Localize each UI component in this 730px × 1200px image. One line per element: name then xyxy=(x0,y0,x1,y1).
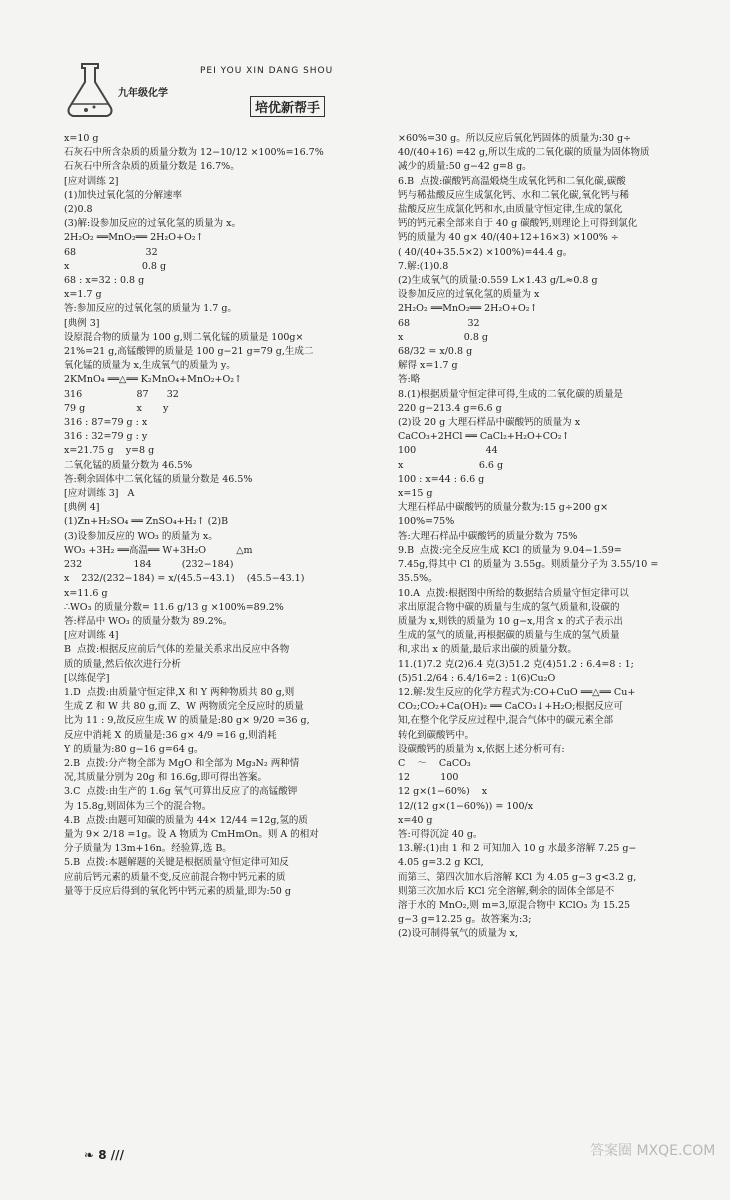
right-line: 9.B 点拨:完全反应生成 KCl 的质量为 9.04−1.59= xyxy=(398,544,622,556)
left-line: 答:参加反应的过氧化氢的质量为 1.7 g。 xyxy=(64,303,237,315)
right-line: 220 g−213.4 g=6.6 g xyxy=(398,402,502,414)
right-line: 6.B 点拨:碳酸钙高温煅烧生成氧化钙和二氧化碳,碳酸 xyxy=(398,175,626,187)
left-line: (3)解:设参加反应的过氧化氢的质量为 x。 xyxy=(64,218,242,230)
left-line: x=1.7 g xyxy=(64,289,102,301)
left-line: 3.C 点拨:由生产的 1.6g 氧气可算出反应了的高锰酸钾 xyxy=(64,786,298,798)
left-line: 设原混合物的质量为 100 g,则二氧化锰的质量是 100g× xyxy=(64,331,304,343)
left-line: [应对训练 3] A xyxy=(64,488,135,500)
right-line: 8.(1)根据质量守恒定律可得,生成的二氧化碳的质量是 xyxy=(398,388,624,400)
right-line: (2)设 20 g 大理石样品中碳酸钙的质量为 x xyxy=(398,417,581,429)
left-line: 答:样品中 WO₃ 的质量分数为 89.2%。 xyxy=(64,615,233,627)
left-line: B 点拨:根据反应前后气体的差量关系求出反应中各物 xyxy=(64,644,290,656)
left-line: 2H₂O₂ ══MnO₂══ 2H₂O+O₂↑ xyxy=(64,232,204,244)
right-line: 11.(1)7.2 克(2)6.4 克(3)51.2 克(4)51.2 : 6.4=8 : 1; xyxy=(398,658,634,670)
right-line: ×60%=30 g。所以反应后氧化钙固体的质量为:30 g÷ xyxy=(398,133,632,144)
left-line: (2)0.8 xyxy=(64,204,93,216)
right-line: 100 : x=44 : 6.6 g xyxy=(398,473,485,485)
right-line: 生成的氢气的质量,再根据碳的质量与生成的氢气质量 xyxy=(398,630,620,642)
left-line: (1)Zn+H₂SO₄ ══ ZnSO₄+H₂↑ (2)B xyxy=(64,516,229,528)
right-line: C ～ CaCO₃ xyxy=(398,757,471,769)
right-line: x 0.8 g xyxy=(398,331,488,343)
right-line: 减少的质量:50 g−42 g=8 g。 xyxy=(398,161,532,173)
right-line: x=40 g xyxy=(398,814,433,826)
right-line: 求出原混合物中碳的质量与生成的氢气质量和,设碳的 xyxy=(398,601,620,613)
left-line: [典例 4] xyxy=(64,502,100,514)
left-line: 量等于反应后得到的氧化钙中钙元素的质量,即为:50 g xyxy=(64,885,291,897)
left-line: 况,其质量分别为 20g 和 16.6g,即可得出答案。 xyxy=(64,772,268,784)
right-line: 4.05 g=3.2 g KCl, xyxy=(398,857,484,869)
right-line: 钙的质量为 40 g× 40/(40+12+16×3) ×100% ÷ xyxy=(398,232,619,244)
left-line: (3)设参加反应的 WO₃ 的质量为 x。 xyxy=(64,530,218,542)
left-line: 反应中消耗 X 的质量是:36 g× 4/9 =16 g,则消耗 xyxy=(64,729,277,741)
right-line: 12.解:发生反应的化学方程式为:CO+CuO ══△══ Cu+ xyxy=(398,686,636,698)
left-line: 5.B 点拨:本题解题的关键是根据质量守恒定律可知反 xyxy=(64,857,289,869)
left-line: x 232/(232−184) = x/(45.5−43.1) (45.5−43.1) xyxy=(64,573,305,585)
right-line: CaCO₃+2HCl ══ CaCl₂+H₂O+CO₂↑ xyxy=(398,431,570,443)
right-line: 100 44 xyxy=(398,445,498,457)
right-line: 68 32 xyxy=(398,317,480,329)
left-line: 68 32 xyxy=(64,246,158,258)
page-number: 8 xyxy=(98,1148,107,1162)
right-line: 68/32 = x/0.8 g xyxy=(398,346,473,358)
right-line: 答:大理石样品中碳酸钙的质量分数为 75% xyxy=(398,530,578,542)
right-line: 答:可得沉淀 40 g。 xyxy=(398,828,483,840)
left-line: 232 184 (232−184) xyxy=(64,559,234,571)
right-line: 盐酸反应生成氯化钙和水,由质量守恒定律,生成的氯化 xyxy=(398,204,623,216)
right-line: (2)生成氧气的质量:0.559 L×1.43 g/L≈0.8 g xyxy=(398,275,598,287)
left-line: 2.B 点拨:分产物全部为 MgO 和全部为 Mg₃N₂ 两种情 xyxy=(64,757,300,769)
left-line: 316 : 32=79 g : y xyxy=(64,431,148,443)
left-line: 2KMnO₄ ══△══ K₂MnO₄+MnO₂+O₂↑ xyxy=(64,374,243,386)
left-line: 68 : x=32 : 0.8 g xyxy=(64,275,145,287)
right-line: 10.A 点拨:根据图中所给的数据结合质量守恒定律可以 xyxy=(398,587,629,599)
right-line: x 6.6 g xyxy=(398,459,504,471)
leaf-icon: ❧ xyxy=(84,1148,95,1162)
left-line: WO₃ +3H₂ ══高温══ W+3H₂O △m xyxy=(64,544,253,556)
right-line: 设参加反应的过氧化氢的质量为 x xyxy=(398,289,540,301)
left-line: 石灰石中所含杂质的质量分数是 16.7%。 xyxy=(64,161,240,173)
page-header xyxy=(60,60,380,124)
right-line: x=15 g xyxy=(398,488,433,500)
left-line: 79 g x y xyxy=(64,402,169,414)
page-footer xyxy=(84,1148,124,1162)
left-line: 二氧化锰的质量分数为 46.5% xyxy=(64,459,193,471)
left-line: [应对训练 4] xyxy=(64,630,119,642)
left-column xyxy=(64,132,389,899)
right-line: 100%=75% xyxy=(398,516,455,528)
right-line: 设碳酸钙的质量为 x,依据上述分析可有: xyxy=(398,743,565,755)
left-line: 生成 Z 和 W 共 80 g,而 Z、W 两物质完全反应时的质量 xyxy=(64,701,304,713)
left-line: 比为 11 : 9,故反应生成 W 的质量是:80 g× 9/20 =36 g, xyxy=(64,715,310,727)
left-line: 氧化锰的质量为 x,生成氧气的质量为 y。 xyxy=(64,360,236,372)
right-line: 12 100 xyxy=(398,772,459,784)
left-line: 质的质量,然后依次进行分析 xyxy=(64,658,182,670)
right-line: 答:略 xyxy=(398,374,421,386)
footer-ticks: /// xyxy=(110,1148,124,1162)
right-line: 钙与稀盐酸反应生成氯化钙、水和二氧化碳,氧化钙与稀 xyxy=(398,189,630,201)
right-line: 35.5%。 xyxy=(398,573,438,585)
left-line: x=10 g xyxy=(64,133,99,144)
left-line: x=21.75 g y=8 g xyxy=(64,445,155,457)
right-line: 12/(12 g×(1−60%)) = 100/x xyxy=(398,800,534,812)
watermark: 答案圈 MXQE.COM xyxy=(590,1143,716,1159)
left-line: 316 : 87=79 g : x xyxy=(64,417,148,429)
right-line: CO₂;CO₂+Ca(OH)₂ ══ CaCO₃↓+H₂O;根据反应可 xyxy=(398,701,623,713)
left-line: 答:剩余固体中二氧化锰的质量分数是 46.5% xyxy=(64,473,253,485)
right-line: 知,在整个化学反应过程中,混合气体中的碳元素全部 xyxy=(398,715,614,727)
left-line: 分子质量为 13m+16n。经验算,选 B。 xyxy=(64,843,232,855)
left-line: [应对训练 2] xyxy=(64,175,119,187)
right-line: 钙的钙元素全部来自于 40 g 碳酸钙,则理论上可得到氯化 xyxy=(398,218,638,230)
right-line: g−3 g=12.25 g。故答案为:3; xyxy=(398,914,532,926)
right-line: 12 g×(1−60%) x xyxy=(398,786,488,798)
left-line: 1.D 点拨:由质量守恒定律,X 和 Y 两种物质共 80 g,则 xyxy=(64,686,295,698)
left-line: x 0.8 g xyxy=(64,260,167,272)
right-line: 解得 x=1.7 g xyxy=(398,360,458,372)
right-line: (5)51.2/64 : 6.4/16=2 : 1(6)Cu₂O xyxy=(398,672,556,684)
right-line: 则第三次加水后 KCl 完全溶解,剩余的固体全部是不 xyxy=(398,885,615,897)
right-line: 40/(40+16) =42 g,所以生成的二氧化碳的质量为固体物质 xyxy=(398,147,650,159)
right-line: 大理石样品中碳酸钙的质量分数为:15 g÷200 g× xyxy=(398,502,609,514)
right-column xyxy=(398,132,698,942)
left-line: 应前后钙元素的质量不变,反应前混合物中钙元素的质 xyxy=(64,871,286,883)
grade-label: 九年级化学 xyxy=(118,88,168,99)
left-line: (1)加快过氧化氢的分解速率 xyxy=(64,189,182,201)
right-line: 2H₂O₂ ══MnO₂══ 2H₂O+O₂↑ xyxy=(398,303,538,315)
right-line: ( 40/(40+35.5×2) ×100%)=44.4 g。 xyxy=(398,246,573,258)
right-line: 和,求出 x 的质量,最后求出碳的质量分数。 xyxy=(398,644,577,656)
left-line: 石灰石中所含杂质的质量分数为 12−10/12 ×100%=16.7% xyxy=(64,147,324,159)
left-line: 量为 9× 2/18 =1g。设 A 物质为 CmHmOn。则 A 的相对 xyxy=(64,828,319,840)
left-line: 316 87 32 xyxy=(64,388,179,400)
left-line: ∴WO₃ 的质量分数= 11.6 g/13 g ×100%=89.2% xyxy=(64,601,284,613)
right-line: 13.解:(1)由 1 和 2 可知加入 10 g 水最多溶解 7.25 g− xyxy=(398,843,637,855)
left-line: 4.B 点拨:由题可知碳的质量为 44× 12/44 =12g,氢的质 xyxy=(64,814,308,826)
right-line: (2)设可制得氧气的质量为 x, xyxy=(398,928,518,940)
right-line: 而第三、第四次加水后溶解 KCl 为 4.05 g−3 g<3.2 g, xyxy=(398,871,637,883)
series-pinyin: PEI YOU XIN DANG SHOU xyxy=(200,66,334,76)
right-line: 溶于水的 MnO₂,则 m=3,原混合物中 KClO₃ 为 15.25 xyxy=(398,899,631,911)
left-line: x=11.6 g xyxy=(64,587,108,599)
left-line: 为 15.8g,则固体为三个的混合物。 xyxy=(64,800,212,812)
left-line: [以练促学] xyxy=(64,672,110,684)
right-line: 7.45g,得其中 Cl 的质量为 3.55g。则质量分子为 3.55/10 = xyxy=(398,559,659,571)
right-line: 质量为 x,则铁的质量为 10 g−x,用含 x 的式子表示出 xyxy=(398,615,623,627)
series-brand: 培优新帮手 xyxy=(250,96,325,117)
right-line: 7.解:(1)0.8 xyxy=(398,260,449,272)
right-line: 转化到碳酸钙中。 xyxy=(398,729,475,741)
left-line: 21%=21 g,高锰酸钾的质量是 100 g−21 g=79 g,生成二 xyxy=(64,346,314,358)
flask-icon xyxy=(60,60,120,120)
left-line: Y 的质量为:80 g−16 g=64 g。 xyxy=(64,743,204,755)
left-line: [典例 3] xyxy=(64,317,100,329)
